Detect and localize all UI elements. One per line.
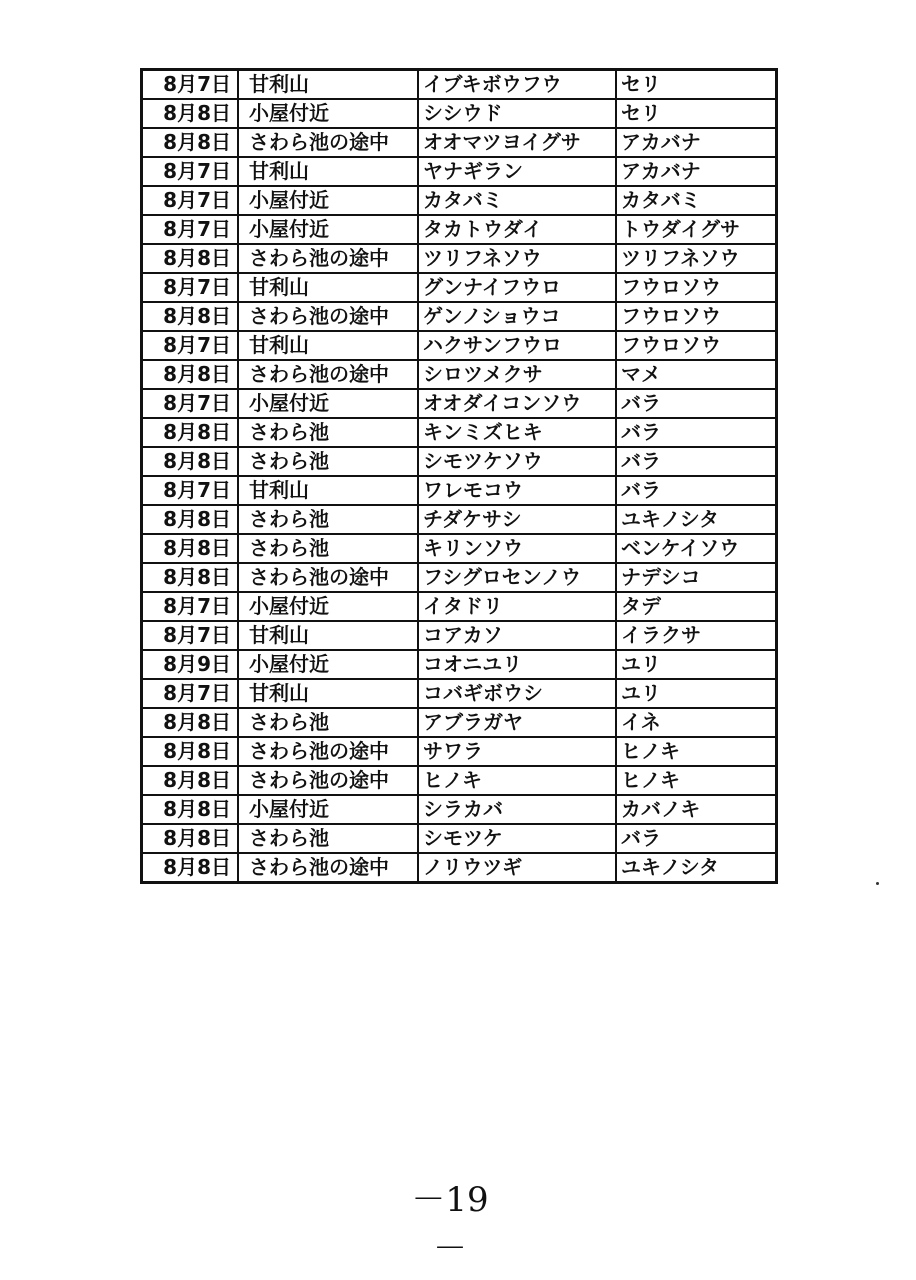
table-row [142, 824, 777, 853]
cell-family: ヒノキ [616, 737, 777, 766]
cell-species: アブラガヤ [418, 708, 616, 737]
cell-place: 甘利山 [238, 157, 418, 186]
table-row [142, 766, 777, 795]
cell-family: トウダイグサ [616, 215, 777, 244]
table-row [142, 99, 777, 128]
cell-place: 小屋付近 [238, 795, 418, 824]
cell-family: イラクサ [616, 621, 777, 650]
cell-date: 8月7日 [142, 157, 239, 186]
cell-date: 8月8日 [142, 708, 239, 737]
table-row [142, 128, 777, 157]
cell-family: アカバナ [616, 128, 777, 157]
table-row [142, 621, 777, 650]
cell-family: フウロソウ [616, 273, 777, 302]
cell-species: ワレモコウ [418, 476, 616, 505]
cell-species: キリンソウ [418, 534, 616, 563]
cell-place: さわら池の途中 [238, 360, 418, 389]
cell-species: チダケサシ [418, 505, 616, 534]
cell-family: ユキノシタ [616, 853, 777, 883]
cell-family: フウロソウ [616, 331, 777, 360]
cell-date: 8月8日 [142, 505, 239, 534]
cell-species: カタバミ [418, 186, 616, 215]
cell-date: 8月7日 [142, 621, 239, 650]
cell-family: バラ [616, 824, 777, 853]
cell-date: 8月9日 [142, 650, 239, 679]
cell-date: 8月8日 [142, 795, 239, 824]
table-row [142, 418, 777, 447]
cell-place: さわら池の途中 [238, 563, 418, 592]
cell-date: 8月7日 [142, 476, 239, 505]
cell-date: 8月8日 [142, 302, 239, 331]
cell-date: 8月8日 [142, 244, 239, 273]
cell-species: ノリウツギ [418, 853, 616, 883]
cell-family: バラ [616, 389, 777, 418]
table-row [142, 70, 777, 100]
cell-place: さわら池の途中 [238, 128, 418, 157]
cell-family: カタバミ [616, 186, 777, 215]
cell-date: 8月7日 [142, 273, 239, 302]
table-row [142, 157, 777, 186]
cell-date: 8月8日 [142, 99, 239, 128]
table-row [142, 476, 777, 505]
cell-place: 甘利山 [238, 70, 418, 100]
cell-date: 8月7日 [142, 679, 239, 708]
cell-place: 甘利山 [238, 476, 418, 505]
cell-date: 8月7日 [142, 215, 239, 244]
cell-family: ツリフネソウ [616, 244, 777, 273]
cell-family: ヒノキ [616, 766, 777, 795]
table-row [142, 679, 777, 708]
page-number: －19－ [411, 1180, 489, 1269]
cell-species: ツリフネソウ [418, 244, 616, 273]
cell-species: コアカソ [418, 621, 616, 650]
cell-date: 8月7日 [142, 389, 239, 418]
cell-place: 甘利山 [238, 331, 418, 360]
cell-species: コバギボウシ [418, 679, 616, 708]
table-row [142, 302, 777, 331]
cell-species: キンミズヒキ [418, 418, 616, 447]
table-row [142, 708, 777, 737]
cell-date: 8月7日 [142, 186, 239, 215]
cell-date: 8月7日 [142, 592, 239, 621]
cell-family: タデ [616, 592, 777, 621]
cell-family: ユリ [616, 650, 777, 679]
cell-family: マメ [616, 360, 777, 389]
cell-family: バラ [616, 476, 777, 505]
table-row [142, 534, 777, 563]
cell-place: さわら池の途中 [238, 853, 418, 883]
cell-species: シラカバ [418, 795, 616, 824]
cell-place: さわら池の途中 [238, 766, 418, 795]
scan-speck [876, 882, 879, 885]
table-row [142, 331, 777, 360]
cell-place: 甘利山 [238, 679, 418, 708]
cell-species: ヒノキ [418, 766, 616, 795]
cell-species: フシグロセンノウ [418, 563, 616, 592]
cell-family: フウロソウ [616, 302, 777, 331]
cell-date: 8月8日 [142, 447, 239, 476]
cell-species: ヤナギラン [418, 157, 616, 186]
cell-family: セリ [616, 70, 777, 100]
cell-place: さわら池の途中 [238, 302, 418, 331]
cell-place: 小屋付近 [238, 215, 418, 244]
cell-species: タカトウダイ [418, 215, 616, 244]
cell-place: さわら池 [238, 418, 418, 447]
cell-species: オオダイコンソウ [418, 389, 616, 418]
cell-place: さわら池 [238, 447, 418, 476]
table-row [142, 592, 777, 621]
cell-date: 8月8日 [142, 853, 239, 883]
cell-species: シロツメクサ [418, 360, 616, 389]
cell-species: シシウド [418, 99, 616, 128]
cell-date: 8月8日 [142, 563, 239, 592]
table-row [142, 563, 777, 592]
cell-family: バラ [616, 418, 777, 447]
cell-family: イネ [616, 708, 777, 737]
cell-family: ナデシコ [616, 563, 777, 592]
cell-date: 8月8日 [142, 128, 239, 157]
cell-date: 8月8日 [142, 737, 239, 766]
cell-place: さわら池の途中 [238, 737, 418, 766]
cell-place: 小屋付近 [238, 650, 418, 679]
table-row [142, 737, 777, 766]
table-row [142, 186, 777, 215]
plant-species-table [140, 68, 778, 884]
table-row [142, 795, 777, 824]
cell-date: 8月8日 [142, 766, 239, 795]
table-row [142, 505, 777, 534]
cell-species: イタドリ [418, 592, 616, 621]
cell-family: カバノキ [616, 795, 777, 824]
table-row [142, 447, 777, 476]
cell-species: オオマツヨイグサ [418, 128, 616, 157]
table-row [142, 853, 777, 883]
cell-family: バラ [616, 447, 777, 476]
cell-place: 甘利山 [238, 273, 418, 302]
cell-date: 8月8日 [142, 360, 239, 389]
cell-species: サワラ [418, 737, 616, 766]
table-body [142, 70, 777, 883]
cell-species: ハクサンフウロ [418, 331, 616, 360]
cell-date: 8月8日 [142, 824, 239, 853]
table-row [142, 389, 777, 418]
cell-species: シモツケ [418, 824, 616, 853]
cell-place: 甘利山 [238, 621, 418, 650]
cell-date: 8月8日 [142, 418, 239, 447]
cell-place: 小屋付近 [238, 186, 418, 215]
cell-place: 小屋付近 [238, 99, 418, 128]
cell-species: イブキボウフウ [418, 70, 616, 100]
cell-date: 8月7日 [142, 331, 239, 360]
cell-date: 8月8日 [142, 534, 239, 563]
cell-species: ゲンノショウコ [418, 302, 616, 331]
table-row [142, 273, 777, 302]
cell-place: さわら池 [238, 708, 418, 737]
cell-species: グンナイフウロ [418, 273, 616, 302]
cell-place: さわら池 [238, 505, 418, 534]
cell-family: アカバナ [616, 157, 777, 186]
cell-place: さわら池 [238, 824, 418, 853]
cell-place: 小屋付近 [238, 592, 418, 621]
cell-place: さわら池の途中 [238, 244, 418, 273]
table-row [142, 244, 777, 273]
cell-family: ベンケイソウ [616, 534, 777, 563]
table-row [142, 215, 777, 244]
cell-family: ユキノシタ [616, 505, 777, 534]
cell-family: ユリ [616, 679, 777, 708]
cell-place: さわら池 [238, 534, 418, 563]
table-row [142, 360, 777, 389]
cell-date: 8月7日 [142, 70, 239, 100]
cell-family: セリ [616, 99, 777, 128]
table-row [142, 650, 777, 679]
cell-species: シモツケソウ [418, 447, 616, 476]
cell-place: 小屋付近 [238, 389, 418, 418]
cell-species: コオニユリ [418, 650, 616, 679]
